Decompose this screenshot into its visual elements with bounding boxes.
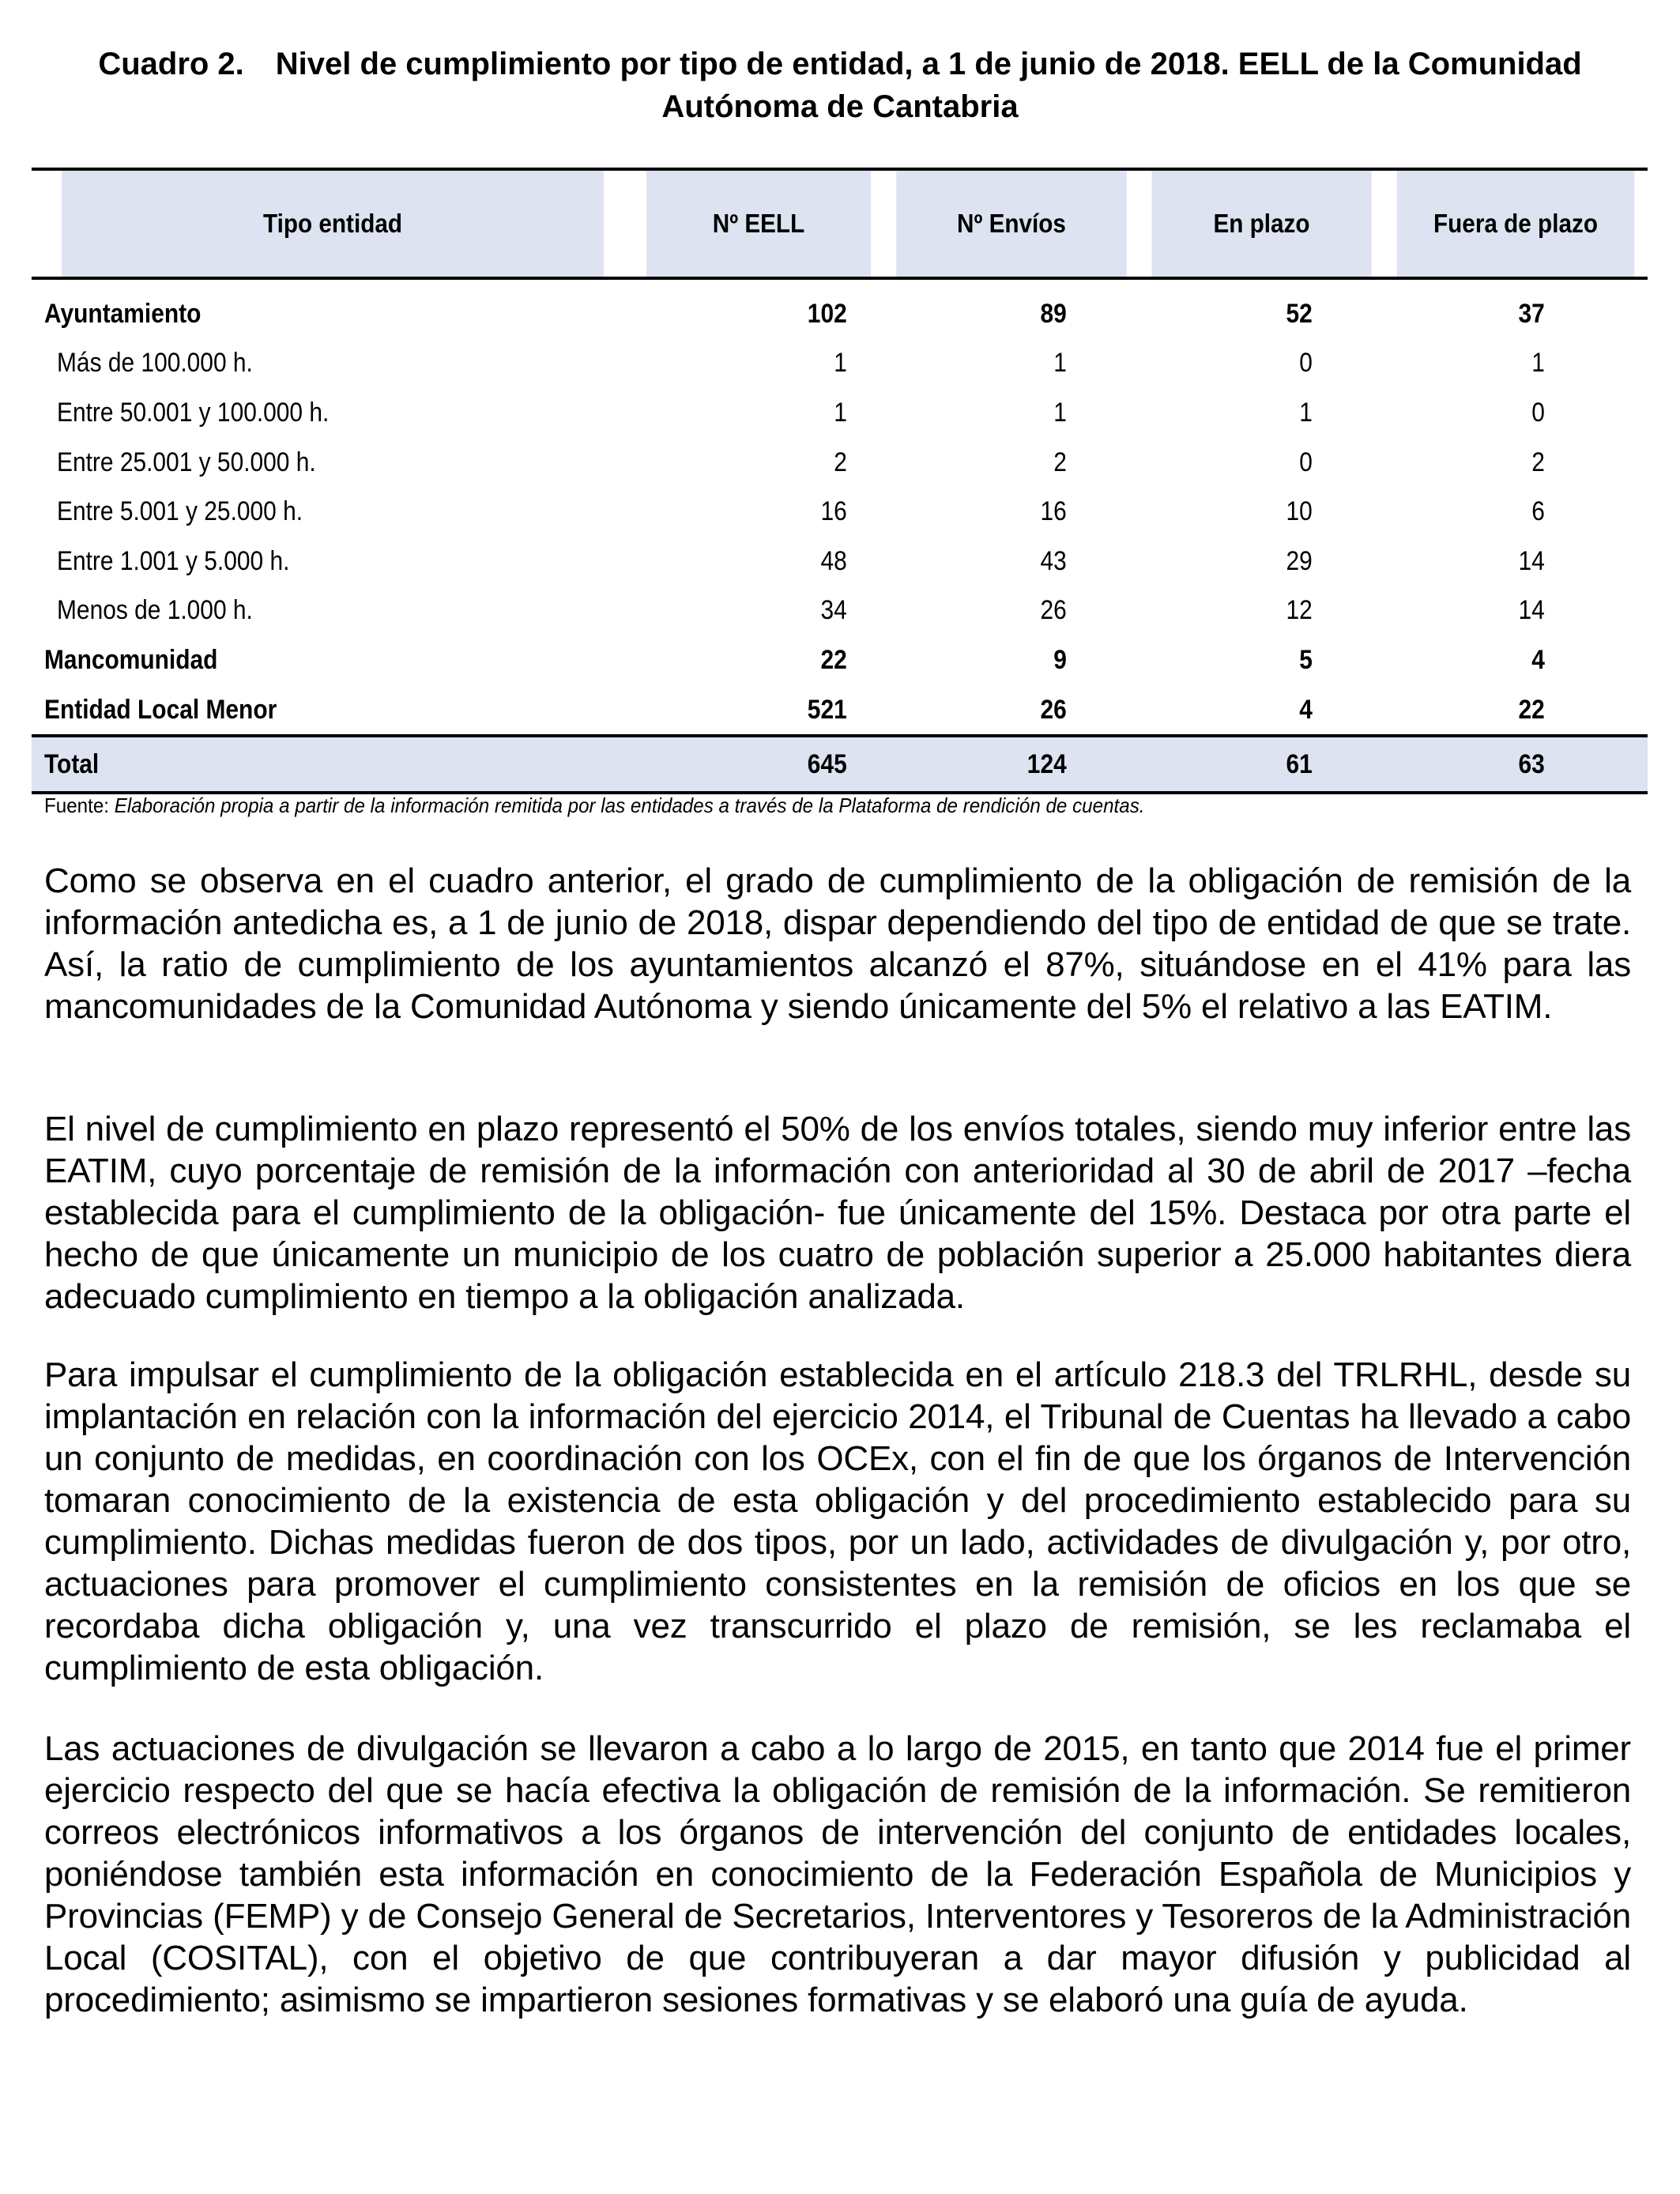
total-n-envios: 124	[883, 736, 1139, 793]
source-prefix: Fuente:	[44, 794, 115, 817]
cell-en-plazo: 0	[1299, 447, 1313, 477]
total-fuera-de-plazo: 63	[1384, 736, 1648, 793]
cell-n-eell: 34	[820, 595, 847, 626]
header-fuera-de-plazo: Fuera de plazo	[1397, 169, 1635, 278]
cell-en-plazo: 29	[1286, 545, 1313, 576]
body-paragraph: Para impulsar el cumplimiento de la obligación establecida en el artículo 218.3 del TRLRHL, desde su implantación en relación con la información del ejercicio 2014, el Tribunal de Cuentas ha llevado a cabo un conjunto de medidas, en coordinación con los OCEx, con el fin de que los órganos de Intervención tomaran conocimiento de la existencia de esta obligación y del procedimiento establecido para su cumplimiento. Dichas medidas fueron de dos tipos, por un lado, actividades de divulgación y, por otro, actuaciones para promover el cumplimiento consistentes en la remisión de oficios en los que se recordaba dicha obligación y, una vez transcurrido el plazo de remisión, se les reclamaba el cumplimiento de esta obligación.	[44, 1355, 1631, 1687]
total-en-plazo: 61	[1139, 736, 1384, 793]
row-label: Entre 50.001 y 100.000 h.	[57, 397, 330, 428]
cell-en-plazo: 0	[1299, 348, 1313, 379]
header-n-envios: Nº Envíos	[896, 169, 1127, 278]
source-text: Elaboración propia a partir de la información remitida por las entidades a través de la Plataforma de rendición de cuentas.	[114, 794, 1145, 817]
caption-label: Cuadro 2.	[98, 47, 244, 81]
table-row	[32, 487, 1648, 537]
row-label: Entre 1.001 y 5.000 h.	[57, 545, 290, 576]
body-paragraph: Las actuaciones de divulgación se llevaron a cabo a lo largo de 2015, en tanto que 2014 fue el primer ejercicio respecto del que se hacía efectiva la obligación de remisión de la información. Se remitieron correos electrónicos informativos a los órganos de intervención del conjunto de entidades locales, poniéndose también esta información en conocimiento de la Federación Española de Municipios y Provincias (FEMP) y de Consejo General de Secretarios, Interventores y Tesoreros de la Administración Local (COSITAL), con el objetivo de que contribuyeran a dar mayor difusión y publicidad al procedimiento; asimismo se impartieron sesiones formativas y se elaboró una guía de ayuda.	[44, 1729, 1631, 2019]
row-label: Mancomunidad	[44, 644, 218, 675]
cell-fuera-de-plazo: 6	[1531, 496, 1545, 527]
cell-n-envios: 16	[1040, 496, 1067, 527]
cell-n-envios: 9	[1053, 644, 1067, 675]
cell-n-eell: 48	[820, 545, 847, 576]
row-label: Entre 5.001 y 25.000 h.	[57, 496, 303, 527]
cell-fuera-de-plazo: 4	[1531, 644, 1545, 675]
body-paragraph: El nivel de cumplimiento en plazo representó el 50% de los envíos totales, siendo muy inferior entre las EATIM, cuyo porcentaje de remisión de la información con anterioridad al 30 de abril de 2017 –fecha establecida para el cumplimiento de la obligación- fue únicamente del 15%. Destaca por otra parte el hecho de que únicamente un municipio de los cuatro de población superior a 25.000 habitantes diera adecuado cumplimiento en tiempo a la obligación analizada.	[44, 1110, 1631, 1316]
cell-fuera-de-plazo: 0	[1531, 397, 1545, 428]
table-row	[32, 339, 1648, 389]
cell-en-plazo: 5	[1299, 644, 1313, 675]
cell-en-plazo: 12	[1286, 595, 1313, 626]
table-row	[32, 685, 1648, 737]
cell-n-eell: 16	[820, 496, 847, 527]
header-n-eell: Nº EELL	[646, 169, 871, 278]
cell-fuera-de-plazo: 14	[1518, 595, 1545, 626]
table-source-note	[44, 794, 1145, 818]
table-header-row	[32, 169, 1648, 278]
row-label: Entidad Local Menor	[44, 694, 277, 725]
table-row	[32, 278, 1648, 339]
row-label: Ayuntamiento	[44, 298, 202, 329]
cell-fuera-de-plazo: 1	[1531, 348, 1545, 379]
table-row	[32, 537, 1648, 586]
row-label: Menos de 1.000 h.	[57, 595, 253, 626]
row-label: Entre 25.001 y 50.000 h.	[57, 447, 316, 477]
table-row	[32, 586, 1648, 636]
total-label: Total	[32, 736, 634, 793]
cell-en-plazo: 1	[1299, 397, 1313, 428]
cell-n-eell: 102	[808, 298, 847, 329]
cell-n-envios: 43	[1040, 545, 1067, 576]
cell-n-envios: 1	[1053, 397, 1067, 428]
cell-n-envios: 1	[1053, 348, 1067, 379]
cell-n-eell: 2	[834, 447, 847, 477]
body-paragraph: Como se observa en el cuadro anterior, el grado de cumplimiento de la obligación de remisión de la información antedicha es, a 1 de junio de 2018, dispar dependiendo del tipo de entidad de que se trate. Así, la ratio de cumplimiento de los ayuntamientos alcanzó el 87%, situándose en el 41% para las mancomunidades de la Comunidad Autónoma y siendo únicamente del 5% el relativo a las EATIM.	[44, 861, 1631, 1026]
cell-n-envios: 89	[1040, 298, 1067, 329]
header-tipo-entidad: Tipo entidad	[62, 169, 604, 278]
cell-n-envios: 26	[1040, 595, 1067, 626]
compliance-table	[32, 168, 1648, 794]
cell-fuera-de-plazo: 22	[1518, 694, 1545, 725]
table-row	[32, 438, 1648, 488]
total-n-eell: 645	[634, 736, 883, 793]
table-caption	[32, 43, 1648, 128]
cell-n-eell: 1	[834, 397, 847, 428]
cell-en-plazo: 52	[1286, 298, 1313, 329]
caption-text: Nivel de cumplimiento por tipo de entidad, a 1 de junio de 2018. EELL de la Comunidad Autónoma de Cantabria	[275, 47, 1582, 124]
cell-en-plazo: 4	[1299, 694, 1313, 725]
cell-n-envios: 26	[1040, 694, 1067, 725]
header-en-plazo: En plazo	[1151, 169, 1371, 278]
cell-n-envios: 2	[1053, 447, 1067, 477]
compliance-table-container	[32, 168, 1648, 794]
cell-n-eell: 22	[820, 644, 847, 675]
cell-fuera-de-plazo: 37	[1518, 298, 1545, 329]
cell-fuera-de-plazo: 14	[1518, 545, 1545, 576]
table-row	[32, 388, 1648, 438]
row-label: Más de 100.000 h.	[57, 348, 253, 379]
cell-n-eell: 521	[808, 694, 847, 725]
table-total-row	[32, 736, 1648, 793]
table-row	[32, 635, 1648, 685]
cell-fuera-de-plazo: 2	[1531, 447, 1545, 477]
cell-n-eell: 1	[834, 348, 847, 379]
cell-en-plazo: 10	[1286, 496, 1313, 527]
